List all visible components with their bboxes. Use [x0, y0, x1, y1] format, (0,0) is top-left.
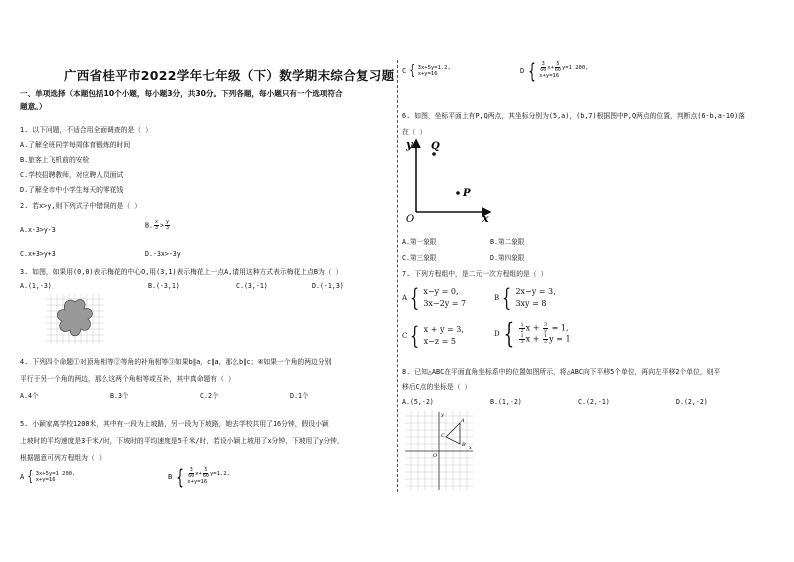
q2-option-b: B. $\frac{x}{3}$ > $\frac{y}{3}$: [145, 219, 169, 231]
q8-point-b-label: B: [462, 442, 466, 448]
q7-option-c: C { x + y = 3, x−z = 5: [402, 322, 464, 350]
q1-option-a: A.了解全班同学每周体育锻炼的时间: [20, 141, 131, 149]
q5-option-c-label: C: [402, 67, 407, 75]
q8-option-c: C.(2,-1): [578, 398, 610, 406]
q5-option-d-label: D: [520, 67, 525, 75]
q5-option-d: [520, 61, 588, 81]
q7-option-c-label: C: [402, 332, 408, 340]
q1-option-d: D.了解全市中小学生每天的零花钱: [20, 186, 124, 194]
q6-y-label: y: [406, 138, 413, 151]
q5-option-c-system: C { 3x+5y=1.2, x+y=16: [402, 63, 451, 79]
q8-triangle-figure: [405, 410, 473, 490]
q5-option-a: [20, 470, 75, 484]
q8-stem: 8. 已知△ABC在平面直角坐标系中的位置如图所示，将△ABC向下平移5个单位，再向左平移2个单位，则平: [402, 368, 721, 376]
q8-stem-cont: 移后C点的坐标是（ ）: [402, 383, 472, 391]
q4-option-b: B.3个: [110, 392, 129, 400]
q7-stem: 7. 下列方程组中，是二元一次方程组的是（ ）: [402, 270, 548, 278]
q5-option-a-label: A: [20, 473, 25, 481]
q6-option-c: C.第三象限: [402, 254, 437, 262]
q7-option-b: B { 2x−y = 3, 3xy = 8: [494, 284, 556, 312]
q3-stem: 3. 如图，如果用(0,0)表示梅花的中心O,用(3,1)表示梅花上一点A,请用这种方式表示梅花上点B为（ ）: [20, 268, 343, 276]
q8-option-a: A.(5,-2): [402, 398, 434, 406]
q6-point-p: [456, 191, 460, 195]
q3-option-d: D.(-1,3): [312, 282, 344, 290]
q7-option-d-label: D: [494, 330, 500, 338]
q7-option-a-label: A: [402, 294, 408, 302]
column-divider: [397, 60, 398, 492]
q6-coordinate-figure: [402, 134, 494, 226]
q1-option-c: C.学校招聘教师，对应聘人员面试: [20, 171, 124, 179]
q6-option-a: A.第一象限: [402, 238, 437, 246]
q2-option-c: C.x+3>y+3: [20, 250, 56, 258]
q1-option-b: B.旅客上飞机前的安检: [20, 156, 90, 164]
q5-stem: 5. 小颖家离学校1200米，其中有一段为上坡路，另一段为下坡路，她去学校共用了16分钟，假设小颖: [20, 420, 329, 428]
section-heading: 一、单项选择（本题包括10个小题，每小题3分，共30分。下列各题，每小题只有一个选项符合: [20, 89, 343, 98]
q8-option-b: B.(1,-2): [490, 398, 522, 406]
q6-point-q-label: Q: [431, 141, 440, 152]
q8-origin-label: O: [433, 453, 438, 459]
q2-frac-x3: $\frac{x}{3}$: [154, 219, 158, 231]
q6-stem: 6. 如图，坐标平面上有P,Q两点，其坐标分别为(5,a)，(b,7)根据图中P,Q两点的位置，判断点(6-b,a-10)落: [402, 112, 745, 120]
q6-point-p-label: P: [463, 188, 471, 199]
q5-option-b: [168, 467, 230, 487]
q7-option-a: A { x−y = 0, 3x−2y = 7: [402, 284, 467, 312]
q5-option-d-system: D { $\frac{3}{60}$ x+ $\frac{5}{60}$ y=1 200, x+y=16: [520, 59, 589, 83]
q5-option-b-label: B: [168, 473, 173, 481]
q8-y-label: y: [441, 412, 444, 418]
q6-stem-cont: 在（ ）: [402, 128, 427, 136]
q4-option-c: C.2个: [200, 392, 219, 400]
q7-option-b-label: B: [494, 294, 500, 302]
plum-blossom-figure: [46, 294, 104, 344]
q4-stem: 4. 下列四个命题①对顶角相等②等角的补角相等③如果b∥a，c∥a，那么b∥c；④如果一个角的两边分别: [20, 358, 332, 366]
q5-option-c: [402, 64, 451, 78]
q3-option-c: C.(3,-1): [236, 282, 268, 290]
page-title: 广西省桂平市2022学年七年级（下）数学期末综合复习题: [64, 68, 395, 83]
q6-x-label: x: [482, 212, 489, 225]
q5-stem-cont1: 上坡时的平均速度是3千米/时，下坡时的平均速度是5千米/时，若设小颖上坡用了x分钟，下坡用了y分钟，: [20, 437, 344, 445]
q6-option-b: B.第二象限: [490, 238, 525, 246]
section-heading-cont: 题意。）: [20, 102, 47, 111]
q7-option-d: D { $\frac{1}{2}$ x + $\frac{3}{y}$ = 1, $\frac{1}{3}$ x + $\frac{1}{2}$ y = 1: [494, 317, 571, 350]
q2-option-a: A.x-3>y-3: [20, 226, 56, 234]
q8-option-d: D.(2,-2): [676, 398, 708, 406]
q1-stem: 1. 以下问题，不适合用全面调查的是（ ）: [20, 126, 152, 134]
q6-option-d: D.第四象限: [490, 254, 525, 262]
q8-x-label: x: [469, 445, 472, 451]
q2-frac-y3: $\frac{y}{3}$: [165, 219, 169, 231]
q2-option-d: D.-3x>-3y: [145, 250, 181, 258]
q4-option-a: A.4个: [20, 392, 39, 400]
q8-point-a-label: A: [461, 418, 465, 424]
q2-stem: 2. 若x>y,则下列式子中错误的是（ ）: [20, 202, 142, 210]
q3-option-a: A.(1,-3): [20, 282, 52, 290]
q2-option-b-label: B.: [145, 221, 153, 230]
q8-point-c-label: C: [441, 433, 445, 439]
q3-option-b: B.(-3,1): [148, 282, 180, 290]
q5-stem-cont2: 根据题意可列方程组为（ ）: [20, 454, 106, 462]
q4-option-d: D.1个: [290, 392, 309, 400]
q6-origin-label: O: [406, 214, 415, 225]
q4-stem-cont: 平行于另一个角的两边，那么这两个角相等或互补，其中真命题有（ ）: [20, 375, 235, 383]
q6-point-q: [432, 152, 436, 156]
q5-option-a-system: A { 3x+5y=1 200, x+y=16: [20, 469, 76, 485]
q5-option-b-system: B { $\frac{3}{60}$ x+ $\frac{5}{60}$ y=1.2, x+y=16: [168, 465, 230, 489]
